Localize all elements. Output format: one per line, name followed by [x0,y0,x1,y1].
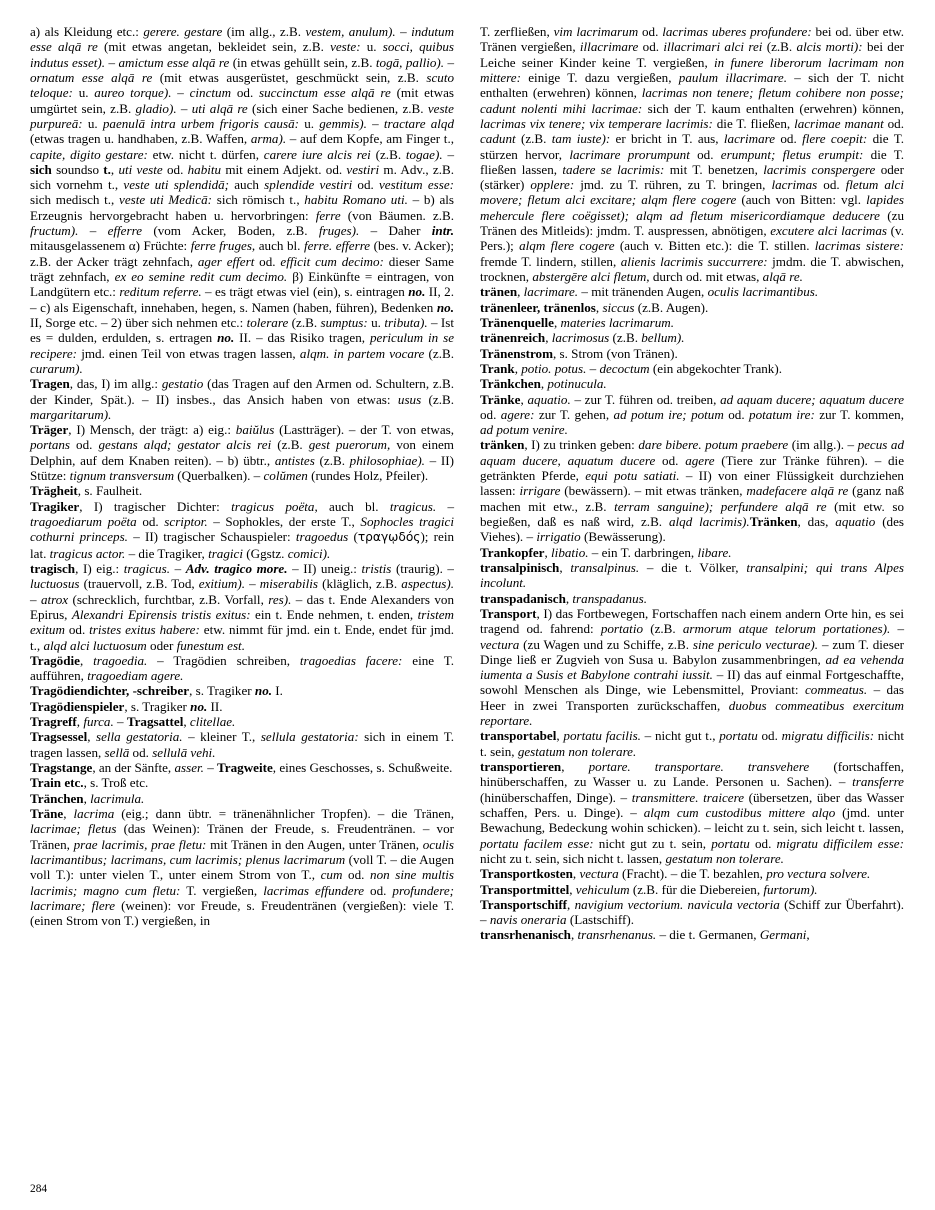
dictionary-entry: Trank, potio. potus. – decoctum (ein abgekochter Trank). [480,360,782,376]
page-columns [30,24,905,1152]
dictionary-entry: tragisch, I) eig.: tragicus. – Adv. tragico more. – II) uneig.: tristis (traurig). – luctuosus (trauervoll, z.B. Tod, exitium). – miserabilis (kläglich, z.B. aspectus). – atrox (schrecklich, furchtbar, z.B. Vorfall, res). – das t. Ende Alexanders von Epirus, Alexandri Epirensis tristis exitus: ein t. Ende nehmen, t. enden, tristem exitum od. tristes exitus habere: etw. nimmt für jmd. ein t. Ende, endet für jmd. t., alqd alci luctuosum oder funestum est. [30,560,454,653]
dictionary-entry: Tragsessel, sella gestatoria. – kleiner T., sellula gestatoria: sich in einem T. tragen lassen, sellā od. sellulā vehi. [30,729,454,760]
dictionary-entry: transportieren, portare. transportare. transvehere (fortschaffen, hinüberschaffen, zu Wasser u. zu Lande. Personen u. Sachen). – transferre (hinüberschaffen, Dinge). – transmittere. traicere (übersetzen, über das Wasser schaffen, Pers. u. Dinge). – alqm cum custodibus mittere alqo (jmd. unter Bewachung, Bedeckung wohin schicken). – leicht zu t. sein, sich leicht t. lassen, portatu facilem esse: nicht gut zu t. sein, portatu od. migratu difficilem esse: nicht zu t. sein, sich nicht t. lassen, gestatum non tolerare. [480,759,904,866]
left-column [30,24,454,1152]
dictionary-entry: Tränenquelle, materies lacrimarum. [480,314,674,330]
dictionary-entry: Transportmittel, vehiculum (z.B. für die Diebereien, furtorum). [480,881,818,897]
dictionary-entry: Train etc., s. Troß etc. [30,775,149,791]
dictionary-entry: tränenleer, tränenlos, siccus (z.B. Augen). [480,299,709,315]
entry-continuation: T. zerfließen, vim lacrimarum od. lacrimas uberes profundere: bei od. über etw. Tränen vergießen, illacrimare od. illacrimari alci rei (z.B. alcis morti): bei der Leiche seiner Kinder keine T. vergießen, in funere liberorum lacrimam non mittere: einige T. dazu vergießen, paulum illacrimare. – sich der T. nicht enthalten (erwehren) können, lacrimas non tenere; fletum cohibere non posse; cadunt nolenti mihi lacrimae: sich der T. kaum enthalten (erwehren) können, lacrimas vix tenere; vix temperare lacrimis: die T. fließen, lacrimae manant od. cadunt (z.B. tam iuste): er bricht in T. aus, lacrimare od. flere coepit: die T. stürzen hervor, lacrimare prorumpunt od. erumpunt; fletus erumpit: die T. fließen lassen, tadere se lacrimis: mit T. benetzen, lacrimis conspergere oder (stärker) opplere: jmd. zu T. rühren, zu T. bringen, lacrimas od. fletum alci movere; fletum alci excitare; alqm flere cogere (auch von Bitten: vgl. lapides mehercule flere coëgisset); alqm ad fletum misericordiamque deducere (zu Tränen des Mitleids): jmdm. T. auspressen, abnötigen, excutere alci lacrimas (v. Pers.); alqm flere cogere (auch v. Bitten etc.): die T. stillen. lacrimas sistere: fremde T. lindern, stillen, alienis lacrimis succurrere: jmdm. die T. abwischen, trocknen, abstergēre alci fletum, durch od. mit etwas, alqā re. [480,24,905,284]
dictionary-entry: Tränkchen, potinucula. [480,376,607,392]
dictionary-entry: transpadanisch, transpadanus. [480,590,647,606]
dictionary-entry: Tragen, das, I) im allg.: gestatio (das Tragen auf den Armen od. Schultern, z.B. der Kinder, Spät.). – II) insbes., das Ansich haben von etwas: usus (z.B. margaritarum). [30,376,454,422]
dictionary-entry: transportabel, portatu facilis. – nicht gut t., portatu od. migratu difficilis: nicht t. sein, gestatum non tolerare. [480,728,904,759]
dictionary-entry: Tränenstrom, s. Strom (von Tränen). [480,345,678,361]
dictionary-entry: Trankopfer, libatio. – ein T. darbringen, libare. [480,544,732,560]
page-number: 284 [30,1183,48,1195]
dictionary-entry: Transportschiff, navigium vectorium. navicula vectoria (Schiff zur Überfahrt). – navis oneraria (Lastschiff). [480,896,905,928]
dictionary-entry: Tragödiendichter, -schreiber, s. Tragiker no. I. [30,683,283,699]
dictionary-entry: tränenreich, lacrimosus (z.B. bellum). [480,330,685,346]
dictionary-entry: Tränke, aquatio. – zur T. führen od. treiben, ad aquam ducere; aquatum ducere od. agere: zur T. gehen, ad potum ire; potum od. potatum ire: zur T. kommen, ad potum venire. [480,391,905,438]
dictionary-entry: Tragiker, I) tragischer Dichter: tragicus poëta, auch bl. tragicus. – tragoediarum poëta od. scriptor. – Sophokles, der erste T., Sophocles tragici cothurni princeps. – II) tragischer Schauspieler: tragoedus (τραγῳδός); rein lat. tragicus actor. – die Tragiker, tragici (Ggstz. comici). [30,498,455,561]
dictionary-entry: Transport, I) das Fortbewegen, Fortschaffen nach einem andern Orte hin, es sei tragend od. fahrend: portatio (z.B. armorum atque telorum portationes). – vectura (zu Wagen und zu Schiffe, z.B. sine periculo vecturae). – zum T. dieser Dinge ließ er Zugvieh von Susa u. Babylon zusammenbringen, ad ea vehenda iumenta a Susis et Babylone contrahi iussit. – II) das auf einmal Fortgeschaffte, sowohl Menschen als Dinge, wie Lebensmittel, Proviant: commeatus. – das Heer in zwei Transporten zurückschaffen, duobus commeatibus exercitum reportare. [480,605,905,729]
dictionary-entry: transalpinisch, transalpinus. – die t. Völker, transalpini; qui trans Alpes incolunt. [480,559,904,591]
dictionary-entry: tränken, I) zu trinken geben: dare bibere. potum praebere (im allg.). – pecus ad aquam ducere, aquatum ducere od. agere (Tiere zur Tränke führen). – die getränkten Pferde, equi potu satiati. – II) von einer Flüssigkeit durchziehen lassen: irrigare (bewässern). – mit etwas tränken, madefacere alqā re (ganz naß machen mit etw., z.B. terram sanguine); perfundere alqā re (mit etw. so begießen, daß es naß wird, z.B. alqd lacrimis).Tränken, das, aquatio (des Viehes). – irrigatio (Bewässerung). [480,437,905,545]
dictionary-entry: Tragstange, an der Sänfte, asser. – Tragweite, eines Geschosses, s. Schußweite. [30,760,453,775]
dictionary-entry: Trägheit, s. Faulheit. [30,483,143,499]
dictionary-entry: Tragödie, tragoedia. – Tragödien schreiben, tragoedias facere: eine T. aufführen, tragoediam agere. [30,652,455,684]
entry-continuation: a) als Kleidung etc.: gerere. gestare (im allg., z.B. vestem, anulum). – indutum esse alqā re (mit etwas angetan, bekleidet sein, z.B. veste: u. socci, quibus indutus esset). – amictum esse alqā re (in etwas gehüllt sein, z.B. togā, pallio). – ornatum esse alqā re (mit etwas ausgerüstet, geschmückt sein, z.B. scuto teloque: u. aureo torque). – cinctum od. succinctum esse alqā re (mit etwas umgürtet sein, z.B. gladio). – uti alqā re (sich einer Sache bedienen, z.B. veste purpureā: u. paenulā intra urbem frigoris causā: u. gemmis). – tractare alqd (etwas tragen u. handhaben, z.B. Waffen, arma). – auf dem Kopfe, am Finger t., capite, digito gestare: etw. nicht t. dürfen, carere iure alcis rei (z.B. togae). – sich soundso t., uti veste od. habitu mit einem Adjekt. od. vestiri m. Adv., z.B. sich vornehm t., veste uti splendidā; auch splendide vestiri od. vestitum esse: sich medisch t., veste uti Medicā: sich römisch t., habitu Romano uti. – b) als Erzeugnis hervorgebracht haben u. hervorbringen: ferre (von Bäumen. z.B. fructum). – efferre (vom Acker, Boden, z.B. fruges). – Daher intr. mitausgelassenem α) Früchte: ferre fruges, auch bl. ferre. efferre (bes. v. Acker); z.B. der Acker trägt zehnfach, ager effert od. efficit cum decimo: dieser Same trägt zehnfach, ex eo semine redit cum decimo. β) Einkünfte = eintragen, von Landgütern etc.: reditum referre. – es trägt etwas viel (ein), s. eintragen no. II, 2. – c) als Eigenschaft, innehaben, hegen, s. Namen (haben, führen), Bedenken no. II, Sorge etc. – 2) über sich nehmen etc.: tolerare (z.B. sumptus: u. tributa). – Ist es = dulden, erdulden, s. ertragen no. II. – das Risiko tragen, periculum in se recipere: jmd. einen Teil von etwas tragen lassen, alqm. in partem vocare (z.B. curarum). [30,24,455,376]
dictionary-entry: tränen, lacrimare. – mit tränenden Augen, oculis lacrimantibus. [480,284,819,300]
dictionary-entry: Tragödienspieler, s. Tragiker no. II. [30,698,223,714]
dictionary-entry: transrhenanisch, transrhenanus. – die t. Germanen, Germani, [480,927,810,943]
dictionary-entry: Träne, lacrima (eig.; dann übtr. = tränenähnlicher Tropfen). – die Tränen, lacrimae; fletus (das Weinen): Tränen der Freude, s. Freudentränen. – vor Tränen, prae lacrimis, prae fletu: mit Tränen in den Augen, unter Tränen, oculis lacrimantibus; lacrimans, cum lacrimis; plenus lacrimarum (voll T. – die Augen voll T.): unter vielen T., unter einem Strom von T., cum od. non sine multis lacrimis; magno cum fletu: T. vergießen, lacrimas effundere od. profundere; lacrimare; flere (weinen): vor Freude, s. Freudentränen (vergießen): viele T. (einen Strom von T.) vergießen, in [30,805,454,929]
dictionary-entry: Träger, I) Mensch, der trägt: a) eig.: baiŭlus (Lastträger). – der T. von etwas, portans od. gestans alqd; gestator alcis rei (z.B. gest puerorum, von einem Delphin, auf dem Knaben reiten). – b) übtr., antistes (z.B. philosophiae). – II) Stütze: tignum transversum (Querbalken). – colŭmen (rundes Holz, Pfeiler). [30,422,454,484]
dictionary-entry: Tragreff, furca. – Tragsattel, clitellae. [30,714,236,730]
dictionary-entry: Tränchen, lacrimula. [30,790,145,806]
dictionary-entry: Transportkosten, vectura (Fracht). – die T. bezahlen, pro vectura solvere. [480,866,871,882]
right-column [480,24,904,1152]
